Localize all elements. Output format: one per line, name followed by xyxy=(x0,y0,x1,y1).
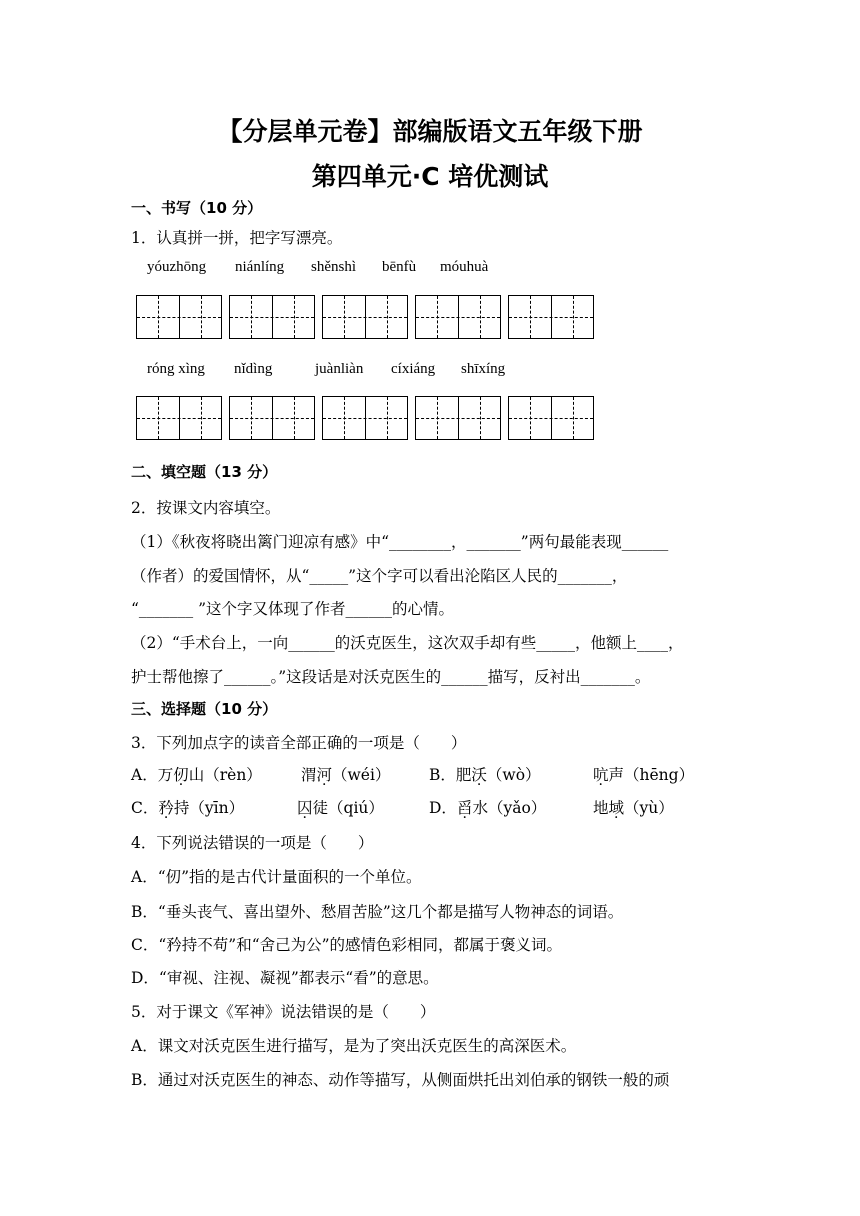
q3-b1-dotted: 沃 xyxy=(471,766,487,784)
writing-grid[interactable] xyxy=(415,396,501,440)
writing-grid[interactable] xyxy=(136,295,222,339)
q3-b-label: B． xyxy=(429,766,456,784)
q3-a2-dotted: 河 xyxy=(316,766,333,784)
fill-line-2: （作者）的爱国情怀，从“_____”这个字可以看出沦陷区人民的_______， xyxy=(131,567,628,585)
pinyin-6: róng xìng xyxy=(147,361,205,377)
q4-option-d: D．“审视、注视、凝视”都表示“看”的意思。 xyxy=(131,969,439,987)
q3-option-c2 xyxy=(297,796,384,818)
pinyin-8: juànliàn xyxy=(315,361,364,377)
q3-b1-post: （wò） xyxy=(486,766,541,784)
q3-d1-dotted: 舀 xyxy=(456,799,473,817)
pinyin-5: móuhuà xyxy=(440,259,489,275)
q4-option-b: B．“垂头丧气、喜出望外、愁眉苦脸”这几个都是描写人物神态的词语。 xyxy=(131,903,624,921)
section-fill-header: 二、填空题（13 分） xyxy=(131,463,278,481)
q3-a2-post: （wéi） xyxy=(332,766,391,784)
q3-d1-post: 水（yǎo） xyxy=(472,799,547,817)
q3-c2-post: 徒（qiú） xyxy=(312,799,384,817)
writing-grid[interactable] xyxy=(508,396,594,440)
q3-a1-pre: 万 xyxy=(157,766,174,784)
q3-option-a2 xyxy=(301,763,390,785)
writing-grid[interactable] xyxy=(229,295,315,339)
q4-option-a: A．“仞”指的是古代计量面积的一个单位。 xyxy=(131,868,422,886)
q3-option-d xyxy=(429,796,546,818)
fill-line-3: “_______ ”这个字又体现了作者______的心情。 xyxy=(131,600,455,618)
q3-option-d2 xyxy=(593,796,674,818)
q3-c-label: C． xyxy=(131,799,159,817)
q3-d2-pre: 地 xyxy=(593,799,609,817)
writing-grid[interactable] xyxy=(322,295,408,339)
pinyin-1: yóuzhōng xyxy=(147,259,207,275)
q3-d2-post: （yù） xyxy=(624,799,674,817)
q3-d2-dotted: 域 xyxy=(608,799,625,817)
writing-grid[interactable] xyxy=(508,295,594,339)
question-4: 4．下列说法错误的一项是（ ） xyxy=(131,834,374,852)
writing-grid[interactable] xyxy=(415,295,501,339)
pinyin-4: bēnfù xyxy=(382,259,417,275)
exam-subtitle: 第四单元·C 培优测试 xyxy=(311,162,549,191)
question-2: 2．按课文内容填空。 xyxy=(131,499,281,517)
writing-grid[interactable] xyxy=(136,396,222,440)
q3-b2-dotted: 吭 xyxy=(593,766,609,784)
question-3: 3．下列加点字的读音全部正确的一项是（ ） xyxy=(131,734,467,752)
q3-option-a xyxy=(131,763,262,785)
q4-option-c: C．“矜持不苟”和“舍己为公”的感情色彩相同，都属于褒义词。 xyxy=(131,936,563,954)
fill-line-4: （2）“手术台上，一向______的沃克医生，这次双手却有些_____，他额上____， xyxy=(131,634,684,652)
exam-title: 【分层单元卷】部编版语文五年级下册 xyxy=(217,117,643,146)
writing-grid[interactable] xyxy=(322,396,408,440)
question-5: 5．对于课文《军神》说法错误的是（ ） xyxy=(131,1003,436,1021)
q3-d-label: D． xyxy=(429,799,457,817)
pinyin-7: nǐdìng xyxy=(234,361,273,377)
q3-a2-pre: 渭 xyxy=(301,766,317,784)
q5-option-a: A．课文对沃克医生进行描写，是为了突出沃克医生的高深医术。 xyxy=(131,1037,577,1055)
section-writing-header: 一、书写（10 分） xyxy=(131,199,263,217)
q3-option-c xyxy=(131,796,244,818)
q3-b1-pre: 肥 xyxy=(455,766,472,784)
q3-c1-post: 持（yīn） xyxy=(173,799,245,817)
pinyin-10: shīxíng xyxy=(461,361,506,377)
section-choice-header: 三、选择题（10 分） xyxy=(131,700,278,718)
fill-line-5: 护士帮他擦了______。”这段话是对沃克医生的______描写，反衬出_______。 xyxy=(131,668,651,686)
pinyin-9: cíxiáng xyxy=(391,361,436,377)
q3-c2-dotted: 囚 xyxy=(297,799,313,817)
q3-b2-post: 声（hēng） xyxy=(608,766,695,784)
pinyin-3: shěnshì xyxy=(311,259,356,275)
q3-a1-dotted: 仞 xyxy=(173,766,189,784)
q3-option-b2 xyxy=(593,763,694,785)
q3-a1-post: 山（rèn） xyxy=(188,766,262,784)
writing-grid[interactable] xyxy=(229,396,315,440)
q3-a-label: A． xyxy=(131,766,158,784)
fill-line-1: （1）《秋夜将晓出篱门迎凉有感》中“________，_______”两句最能表现______ xyxy=(131,533,669,551)
pinyin-2: niánlíng xyxy=(235,259,285,275)
q5-option-b: B．通过对沃克医生的神态、动作等描写，从侧面烘托出刘伯承的钢铁一般的顽 xyxy=(131,1071,670,1089)
q3-c1-dotted: 矜 xyxy=(158,799,174,817)
q3-option-b xyxy=(429,763,541,785)
question-1: 1．认真拼一拼，把字写漂亮。 xyxy=(131,229,343,247)
